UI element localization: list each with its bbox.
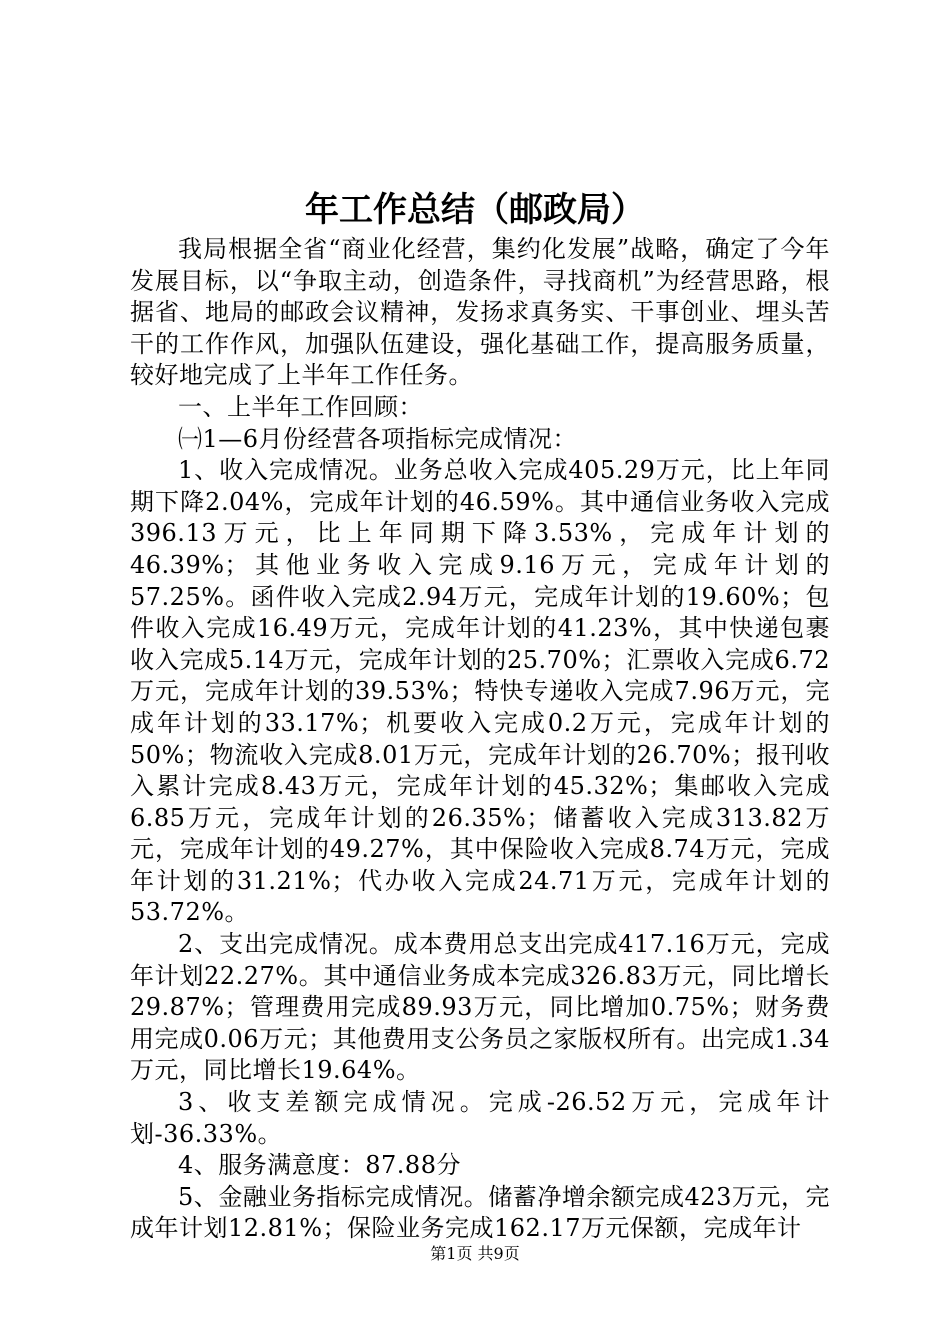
paragraph-expenditure: 2、支出完成情况。成本费用总支出完成417.16万元，完成年计划22.27%。其中通信业务成本完成326.83万元，同比增长29.87%；管理费用完成89.93万元，同比增加0.75%；财务费用完成0.06万元；其他费用支公务员之家版权所有。出完成1.34万元，同比增长19.64%。 bbox=[130, 930, 830, 1085]
paragraph-satisfaction: 4、服务满意度：87.88分 bbox=[178, 1151, 461, 1180]
document-title: 年工作总结（邮政局） bbox=[305, 190, 645, 230]
paragraph-balance: 3、收支差额完成情况。完成-26.52万元，完成年计划-36.33%。 bbox=[130, 1088, 830, 1148]
paragraph-section-heading: 一、上半年工作回顾： bbox=[178, 392, 423, 421]
paragraph-finance: 5、金融业务指标完成情况。储蓄净增余额完成423万元，完成年计划12.81%；保险业务完成162.17万元保额，完成年计 bbox=[130, 1182, 830, 1243]
paragraph-intro: 我局根据全省“商业化经营，集约化发展”战略，确定了今年发展目标，以“争取主动，创造条件，寻找商机”为经营思路，根据省、地局的邮政会议精神，发扬求真务实、干事创业、埋头苦干的工作作风，加强队伍建设，强化基础工作，提高服务质量，较好地完成了上半年工作任务。 bbox=[130, 235, 830, 390]
document-body bbox=[130, 234, 830, 1245]
paragraph-subsection-heading: ㈠1—6月份经营各项指标完成情况： bbox=[178, 424, 578, 453]
paragraph-income: 1、收入完成情况。业务总收入完成405.29万元，比上年同期下降2.04%，完成年计划的46.59%。其中通信业务收入完成396.13万元，比上年同期下降3.53%，完成年计划的46.39%；其他业务收入完成9.16万元，完成年计划的57.25%。函件收入完成2.94万元，完成年计划的19.60%；包件收入完成16.49万元，完成年计划的41.23%，其中快递包裹收入完成5.14万元，完成年计划的25.70%；汇票收入完成6.72万元，完成年计划的39.53%；特快专递收入完成7.96万元，完成年计划的33.17%；机要收入完成0.2万元，完成年计划的50%；物流收入完成8.01万元，完成年计划的26.70%；报刊收入累计完成8.43万元，完成年计划的45.32%；集邮收入完成6.85万元，完成年计划的26.35%；储蓄收入完成313.82万元，完成年计划的49.27%，其中保险收入完成8.74万元，完成年计划的31.21%；代办收入完成24.71万元，完成年计划的53.72%。 bbox=[130, 456, 830, 927]
page-footer: 第1页 共9页 bbox=[430, 1244, 520, 1263]
